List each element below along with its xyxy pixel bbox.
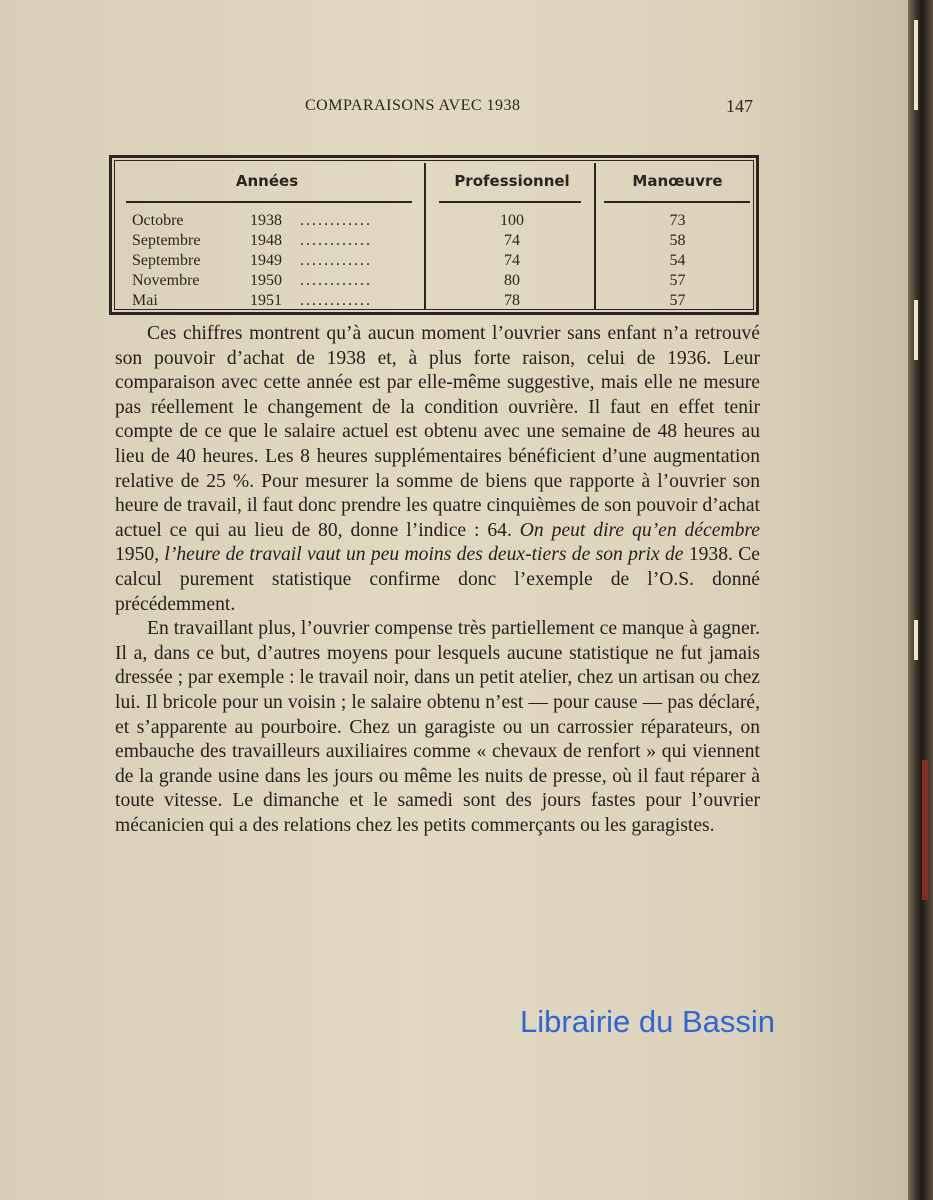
paragraph-1-text-a: Ces chiffres montrent qu’à aucun moment l’ouvrier sans enfant n’a retrouvé son pouvoir d’achat de 1938 et, à plus forte raison, celui de 1936. Leur comparaison avec cette année est par elle-même suggestive, mais elle ne mesure pas réellement le changement de la condition ouvrière. Il faut en effet tenir compte de ce que le salaire actuel est obtenu avec une semaine de 48 heures au lieu de 40 heures. Les 8 heures supplémentaires bénéficient d’une augmentation relative de 25 %. Pour mesurer la somme de biens que rapporte à l’ouvrier son heure de travail, il faut donc prendre les quatre cinquièmes de son pouvoir d’achat actuel ce qui au lieu de 80, donne l’indice : 64. (115, 323, 760, 541)
row-laborer: 57 (669, 292, 686, 309)
paragraph-1-text-b: 1950, (115, 544, 165, 566)
row-year: 1950 (250, 272, 282, 289)
row-professional: 80 (504, 272, 520, 289)
header-rule (604, 201, 750, 203)
row-year: 1951 (250, 292, 282, 309)
row-laborer: 73 (669, 212, 686, 229)
table-row (112, 292, 756, 312)
index-table (109, 155, 759, 315)
table-row (112, 252, 756, 272)
header-laborer: Manœuvre (632, 172, 723, 190)
header-rule (439, 201, 581, 203)
row-month: Mai (132, 292, 158, 309)
watermark: Librairie du Bassin (520, 1004, 776, 1039)
header-years: Années (235, 172, 299, 190)
body-text (115, 322, 760, 838)
row-professional: 74 (504, 232, 520, 249)
leader-dots: ............ (300, 272, 372, 289)
row-year: 1949 (250, 252, 282, 269)
page-number: 147 (726, 96, 753, 116)
row-year: 1948 (250, 232, 282, 249)
row-month: Septembre (132, 232, 201, 249)
row-professional: 100 (500, 212, 524, 229)
table-row (112, 272, 756, 292)
row-month: Septembre (132, 252, 201, 269)
leader-dots: ............ (300, 252, 372, 269)
row-laborer: 54 (669, 252, 686, 269)
header-rule (126, 201, 412, 203)
paragraph-1-text-c: 1938. Ce calcul purement statistique confirme donc l’exemple de l’O.S. donné précédemment. (115, 544, 760, 615)
row-professional: 78 (504, 292, 520, 309)
row-laborer: 58 (669, 232, 686, 249)
paragraph-1 (115, 322, 760, 617)
row-month: Octobre (132, 212, 184, 229)
leader-dots: ............ (300, 232, 372, 249)
table-row (112, 212, 756, 232)
row-month: Novembre (132, 272, 200, 289)
leader-dots: ............ (300, 292, 372, 309)
leader-dots: ............ (300, 212, 372, 229)
row-year: 1938 (250, 212, 282, 229)
book-spine (908, 0, 933, 1200)
row-laborer: 57 (669, 272, 686, 289)
header-professional: Professionnel (454, 172, 570, 190)
paragraph-2: En travaillant plus, l’ouvrier compense très partiellement ce manque à gagner. Il a, dans ce but, d’autres moyens pour lesquels aucune statistique ne fut jamais dressée ; par exemple : le travail noir, dans un petit atelier, chez un artisan ou chez lui. Il bricole pour un voisin ; le salaire obtenu n’est — pour cause — pas déclaré, et s’apparente au pourboire. Chez un garagiste ou un carrossier réparateurs, on embauche des travailleurs auxiliaires comme « chevaux de renfort » qui viennent de la grande usine dans les jours ou même les nuits de presse, où il faut réparer à toute vitesse. Le dimanche et le samedi sont des jours fastes pour l’ouvrier mécanicien qui a des relations chez les petits commerçants ou les garagistes. (115, 618, 760, 836)
table-row (112, 232, 756, 252)
paragraph-1-italic-b: l’heure de travail vaut un peu moins des deux-tiers de son prix de (164, 544, 684, 566)
running-head: COMPARAISONS AVEC 1938 (305, 97, 521, 114)
paragraph-1-italic-a: On peut dire qu’en décembre (519, 519, 760, 541)
row-professional: 74 (504, 252, 520, 269)
